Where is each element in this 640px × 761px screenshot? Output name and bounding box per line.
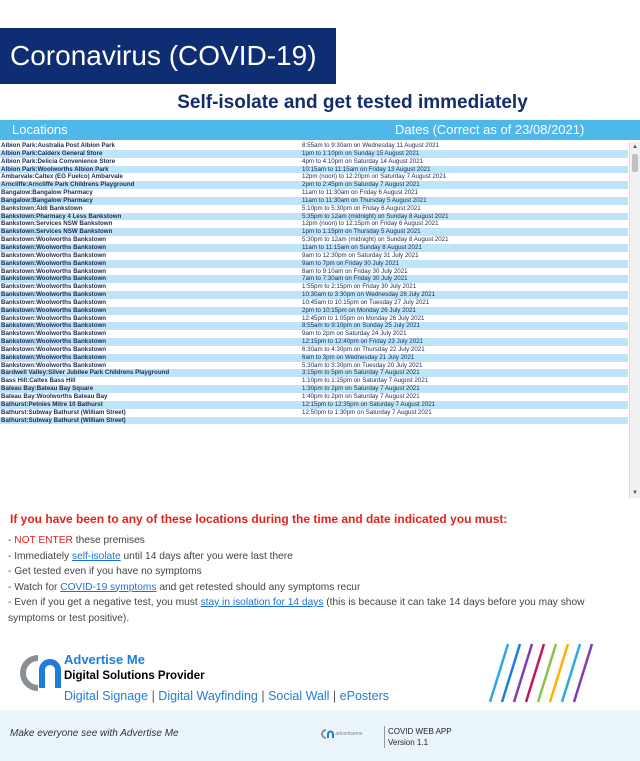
location-cell: Bankstown:Woolworths Bankstown — [1, 306, 107, 314]
app-name: COVID WEB APP — [388, 727, 452, 736]
table-row — [0, 362, 628, 370]
date-cell: 1pm to 1:15pm on Thursday 5 August 2021 — [302, 228, 421, 236]
location-cell: Bangalow:Bangalow Pharmacy — [1, 196, 93, 204]
table-row — [0, 189, 628, 197]
date-cell: 1pm to 1:10pm on Sunday 15 August 2021 — [302, 149, 420, 157]
date-cell: 10:30am to 3:30pm on Wednesday 28 July 2021 — [302, 291, 436, 299]
location-cell: Albion Park:Delicia Convenience Store — [1, 157, 116, 165]
link-separator: | — [329, 689, 340, 703]
location-cell: Bardwell Valley:Silver Jubilee Park Childrens Playground — [1, 369, 170, 377]
location-cell: Albion Park:Woolworths Albion Park — [1, 165, 109, 173]
instruction-text: - — [8, 535, 15, 546]
social-wall-link[interactable]: Social Wall — [268, 689, 330, 703]
instruction-not-enter — [8, 533, 620, 549]
table-row — [0, 236, 628, 244]
table-row — [0, 252, 628, 260]
location-cell: Bankstown:Woolworths Bankstown — [1, 243, 107, 251]
location-cell: Bankstown:Woolworths Bankstown — [1, 251, 107, 259]
table-row — [0, 275, 628, 283]
location-cell: Bankstown:Pharmacy 4 Less Bankstown — [1, 212, 122, 220]
table-row — [0, 377, 628, 385]
instruction-negative-test — [8, 595, 620, 626]
table-row — [0, 283, 628, 291]
instruction-text: until 14 days after you were last there — [120, 550, 293, 562]
brand-role: Digital Solutions Provider — [64, 670, 205, 682]
location-cell: Bankstown:Woolworths Bankstown — [1, 338, 107, 346]
scroll-thumb[interactable] — [632, 154, 638, 172]
table-row — [0, 228, 628, 236]
table-row — [0, 307, 628, 315]
table-row — [0, 291, 628, 299]
location-cell: Bankstown:Woolworths Bankstown — [1, 330, 107, 338]
date-cell: 2pm to 10:15pm on Monday 26 July 2021 — [302, 306, 416, 314]
advertise-me-mini-logo-icon — [320, 729, 334, 739]
table-row — [0, 142, 628, 150]
date-cell: 11am to 11:15am on Sunday 8 August 2021 — [302, 243, 422, 251]
location-cell: Bankstown:Woolworths Bankstown — [1, 361, 107, 369]
instruction-text: (this is because it can take 14 days before you may show symptoms or test positive). — [8, 597, 585, 624]
table-scrollbar[interactable] — [629, 142, 640, 498]
date-cell: 5:30am to 3:30pm on Tuesday 20 July 2021 — [302, 361, 423, 369]
date-cell: 11am to 11:30am on Thursday 5 August 2021 — [302, 196, 427, 204]
date-cell: 8am to 9:10am on Friday 30 July 2021 — [302, 267, 408, 275]
date-cell: 9am to 7pm on Friday 30 July 2021 — [302, 259, 399, 267]
link-separator: | — [148, 689, 159, 703]
table-row — [0, 158, 628, 166]
date-cell: 5:35pm to 12am (midnight) on Sunday 8 August 2021 — [302, 212, 449, 220]
instruction-text: and get retested should any symptoms recur — [156, 581, 361, 593]
footer — [0, 710, 640, 761]
decorative-stripes-icon — [484, 640, 624, 706]
table-row — [0, 197, 628, 205]
location-cell: Albion Park:Australia Post Albion Park — [1, 142, 115, 149]
location-cell: Bathurst:Subway Bathurst (William Street) — [1, 416, 126, 424]
instruction-get-tested: - Get tested even if you have no symptoms — [8, 566, 202, 577]
location-cell: Bankstown:Woolworths Bankstown — [1, 353, 107, 361]
date-cell: 4pm to 4:10pm on Saturday 14 August 2021 — [302, 157, 424, 165]
table-row — [0, 385, 628, 393]
date-cell: 12pm (noon) to 12:20pm on Saturday 7 August 2021 — [302, 173, 447, 181]
instruction-self-isolate — [8, 549, 620, 565]
location-cell: Bangalow:Bangalow Pharmacy — [1, 189, 93, 197]
location-cell: Arncliffe:Arncliffe Park Childrens Playground — [1, 181, 135, 189]
location-cell: Bankstown:Woolworths Bankstown — [1, 322, 107, 330]
location-cell: Bathurst:Petnies Mitre 10 Bathurst — [1, 400, 103, 408]
self-isolate-link[interactable]: self-isolate — [71, 550, 121, 562]
location-cell: Bankstown:Woolworths Bankstown — [1, 291, 107, 299]
app-version: Version 1.1 — [388, 738, 429, 747]
location-cell: Bankstown:Services NSW Bankstown — [1, 228, 113, 236]
table-row — [0, 346, 628, 354]
instruction-text: - Immediately — [8, 550, 72, 562]
location-cell: Bankstown:Woolworths Bankstown — [1, 259, 107, 267]
advertise-me-logo-icon — [16, 650, 62, 696]
page-subtitle: Self-isolate and get tested immediately — [0, 90, 640, 116]
date-cell: 8:55am to 9:10pm on Sunday 25 July 2021 — [302, 322, 420, 330]
scroll-down-arrow-icon[interactable]: ▼ — [632, 490, 638, 496]
date-cell: 3:15pm to 5pm on Saturday 7 August 2021 — [302, 369, 420, 377]
location-cell: Bankstown:Woolworths Bankstown — [1, 298, 107, 306]
table-row — [0, 354, 628, 362]
link-separator: | — [257, 689, 269, 703]
covid-symptoms-link[interactable]: COVID-19 symptoms — [60, 581, 157, 593]
table-row — [0, 205, 628, 213]
date-cell: 1:30pm to 2pm on Saturday 7 August 2021 — [302, 385, 420, 393]
locations-table[interactable] — [0, 142, 640, 498]
location-cell: Bass Hill:Caltex Bass Hill — [1, 377, 76, 385]
table-row — [0, 401, 628, 409]
table-row — [0, 299, 628, 307]
location-cell: Bankstown:Woolworths Bankstown — [1, 345, 107, 353]
brand-name: Advertise Me — [64, 652, 145, 667]
brand-links — [64, 689, 389, 703]
location-cell: Bankstown:Woolworths Bankstown — [1, 275, 107, 283]
date-cell: 9am to 2pm on Saturday 24 July 2021 — [302, 330, 407, 338]
location-cell: Ambarvale:Caltex (EG Fuelco) Ambarvale — [1, 173, 123, 181]
instruction-text: - Even if you get a negative test, you must — [8, 597, 201, 608]
stay-in-isolation-link[interactable]: stay in isolation for 14 days — [200, 597, 324, 608]
date-cell: 11am to 11:30am on Friday 6 August 2021 — [302, 189, 419, 197]
warning-heading: If you have been to any of these locations during the time and date indicated you must: — [10, 512, 508, 526]
table-row — [0, 166, 628, 174]
table-row — [0, 393, 628, 401]
date-cell: 5:10pm to 5:30pm on Friday 6 August 2021 — [302, 204, 421, 212]
date-cell: 12:15pm to 12:40pm on Friday 23 July 2021 — [302, 338, 424, 346]
column-header-locations: Locations — [12, 122, 68, 137]
date-cell: 7am to 7:30am on Friday 30 July 2021 — [302, 275, 408, 283]
location-cell: Bankstown:Woolworths Bankstown — [1, 236, 107, 244]
table-row — [0, 220, 628, 228]
instruction-text: - Watch for — [8, 581, 61, 593]
instruction-text: these premises — [72, 535, 145, 546]
footer-tagline: Make everyone see with Advertise Me — [10, 728, 179, 739]
page-title: Coronavirus (COVID-19) — [0, 28, 336, 84]
digital-wayfinding-link[interactable]: Digital Wayfinding — [158, 689, 258, 703]
table-row — [0, 369, 628, 377]
location-cell: Bankstown:Services NSW Bankstown — [1, 220, 113, 228]
location-cell: Bankstown:Aldi Bankstown — [1, 204, 83, 212]
table-row — [0, 409, 628, 417]
table-row — [0, 338, 628, 346]
table-row — [0, 244, 628, 252]
instruction-watch-symptoms — [8, 580, 620, 596]
location-cell: Bathurst:Subway Bathurst (William Street) — [1, 408, 126, 416]
location-cell: Bateau Bay:Bateau Bay Square — [1, 385, 94, 393]
scroll-up-arrow-icon[interactable]: ▲ — [632, 144, 638, 150]
location-cell: Bankstown:Woolworths Bankstown — [1, 267, 107, 275]
not-enter-text: NOT ENTER — [14, 535, 73, 546]
footer-logo — [320, 726, 384, 742]
date-cell: 10:15am to 11:15am on Friday 13 August 2021 — [302, 165, 431, 173]
date-cell: 1:10pm to 1:15pm on Saturday 7 August 2021 — [302, 377, 429, 385]
date-cell: 12:15pm to 12:35pm on Saturday 7 August 2021 — [302, 400, 436, 408]
digital-signage-link[interactable]: Digital Signage — [64, 689, 149, 703]
date-cell: 5:30pm to 12am (midnight) on Sunday 8 August 2021 — [302, 236, 449, 244]
table-header — [0, 120, 640, 140]
table-row — [0, 417, 628, 425]
column-header-dates: Dates (Correct as of 23/08/2021) — [395, 122, 585, 137]
table-row — [0, 150, 628, 158]
date-cell: 8:55am to 9:30am on Wednesday 11 August 2021 — [302, 142, 440, 149]
date-cell: 2pm to 2:45pm on Saturday 7 August 2021 — [302, 181, 420, 189]
date-cell: 1:40pm to 2pm on Saturday 7 August 2021 — [302, 393, 420, 400]
table-row — [0, 260, 628, 268]
brand-section — [0, 636, 640, 710]
location-cell: Bateau Bay:Woolworths Bateau Bay — [1, 393, 108, 400]
date-cell: 9am to 12:30pm on Saturday 31 July 2021 — [302, 251, 419, 259]
app-info — [384, 726, 452, 748]
table-row — [0, 213, 628, 221]
date-cell: 12:45pm to 1:05pm on Monday 26 July 2021 — [302, 314, 425, 322]
date-cell: 10:45am to 10:15pm on Tuesday 27 July 2021 — [302, 298, 430, 306]
date-cell: 6:30am to 4:30pm on Thursday 22 July 2021 — [302, 345, 425, 353]
instructions-list — [8, 533, 620, 626]
table-row — [0, 268, 628, 276]
location-cell: Bankstown:Woolworths Bankstown — [1, 283, 107, 291]
table-row — [0, 330, 628, 338]
location-cell: Bankstown:Woolworths Bankstown — [1, 314, 107, 322]
date-cell: 6am to 3pm on Wednesday 21 July 2021 — [302, 353, 415, 361]
location-cell: Albion Park:Calderx General Store — [1, 149, 103, 157]
table-row — [0, 181, 628, 189]
eposters-link[interactable]: ePosters — [339, 689, 389, 703]
footer-logo-text: advertiseme — [335, 731, 363, 737]
table-body — [0, 142, 628, 424]
date-cell: 12pm (noon) to 12:15pm on Friday 6 August 2021 — [302, 220, 439, 228]
table-row — [0, 322, 628, 330]
date-cell: 12:50pm to 1:30pm on Saturday 7 August 2021 — [302, 408, 432, 416]
table-row — [0, 173, 628, 181]
date-cell: 1:55pm to 2:15pm on Friday 30 July 2021 — [302, 283, 417, 291]
table-row — [0, 315, 628, 323]
